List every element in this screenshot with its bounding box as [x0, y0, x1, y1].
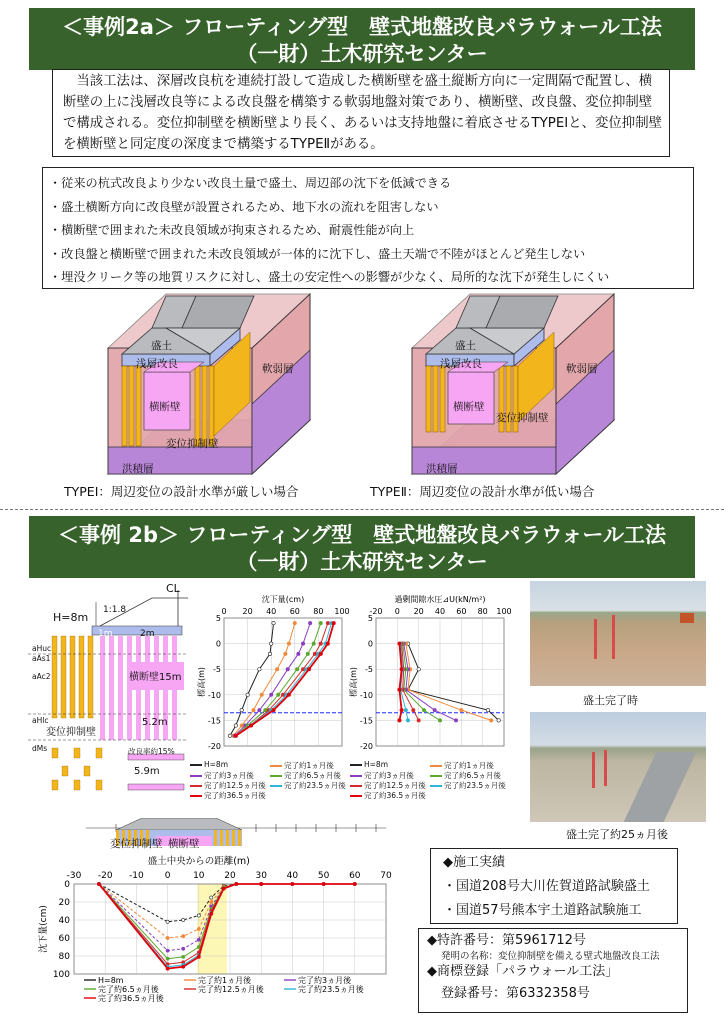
data-point — [235, 882, 238, 885]
feature-item: ・埋没クリーク等の地質リスクに対し、盛土の安定性への影響が少なく、局所的な沈下が発生しにくい — [49, 270, 610, 284]
data-point — [287, 693, 290, 696]
data-point — [322, 882, 325, 885]
feature-item: ・盛土横断方向に改良壁が設置されるため、地下水の流れを阻害しない — [49, 199, 439, 214]
x-tick-label: 60 — [289, 607, 300, 616]
layer-label: aHlc — [32, 716, 49, 725]
data-point — [406, 719, 409, 722]
legend-label: 完了約23.5ヵ月後 — [284, 781, 346, 790]
type2-dispwall-label: 変位抑制壁 — [496, 412, 549, 424]
section-a-title — [29, 8, 695, 70]
type2-diluvial-label: 洪積層 — [426, 463, 458, 475]
x-tick-label: 20 — [242, 607, 253, 616]
y-tick-label: -20 — [207, 742, 221, 751]
photo1-caption: 盛土完了時 — [583, 694, 638, 707]
type2-crosswall-label: 横断壁 — [453, 401, 485, 413]
data-point — [197, 938, 200, 941]
y-tick-label: 0 — [64, 880, 70, 890]
data-point — [281, 693, 284, 696]
y-axis-title: 標高(m) — [349, 666, 358, 698]
data-point — [460, 708, 463, 711]
x-tick-label: 40 — [286, 871, 299, 881]
legend-entry — [350, 760, 388, 769]
patent-name: 発明の名称：変位抑制壁を備える壁式地盤改良工法 — [441, 951, 660, 962]
legend-label: 完了約12.5ヵ月後 — [364, 781, 426, 790]
settlement-legend — [190, 760, 360, 804]
y-tick-label: 5 — [367, 614, 373, 623]
type1-dispwall-label: 変位抑制壁 — [166, 438, 219, 450]
data-point — [438, 719, 441, 722]
legend-entry — [190, 790, 266, 801]
data-point — [301, 642, 304, 645]
feature-item: ・従来の杭式改良より少ない改良土量で盛土、周辺部の沈下を低減できる — [49, 176, 452, 190]
data-point — [260, 882, 263, 885]
legend-label: 完了約36.5ヵ月後 — [204, 791, 266, 800]
data-point — [490, 719, 493, 722]
data-point — [272, 708, 275, 711]
depth-5-2-label: 5.2m — [142, 717, 168, 728]
data-point — [404, 708, 407, 711]
trademark-number: 登録番号：第6332358号 — [441, 986, 590, 1001]
data-point — [417, 719, 420, 722]
data-point — [166, 949, 169, 952]
pore-pressure-chart — [348, 588, 518, 758]
data-point — [270, 642, 273, 645]
y-tick-label: 40 — [58, 916, 70, 926]
y-axis-title: 沈下量(cm) — [39, 905, 49, 953]
data-point — [312, 642, 315, 645]
pore-legend — [350, 760, 526, 804]
data-point — [97, 882, 100, 885]
x-axis-title: 過剰間隙水圧⊿U(kN/m²) — [394, 595, 486, 604]
series-line — [408, 644, 499, 721]
width2-label: 2m — [140, 629, 155, 639]
y-tick-label: 100 — [52, 970, 70, 980]
x-tick-label: 40 — [434, 607, 446, 616]
data-point — [284, 652, 287, 655]
y-tick-label: 5 — [215, 614, 221, 623]
data-point — [332, 621, 335, 624]
legend-label: 完了約6.5ヵ月後 — [444, 771, 501, 780]
data-point — [197, 927, 200, 930]
cl-label: CL — [166, 582, 180, 595]
y-tick-label: -15 — [207, 716, 221, 726]
x-tick-label: 40 — [266, 607, 277, 616]
data-point — [234, 724, 237, 727]
data-point — [398, 642, 401, 645]
x-tick-label: 10 — [193, 871, 205, 881]
legend-label: 完了約3ヵ月後 — [364, 771, 414, 780]
photo2-caption: 盛土完了約25ヵ月後 — [566, 828, 668, 841]
legend-swatch — [350, 775, 362, 777]
slope-label: 1:1.8 — [103, 605, 127, 615]
x-tick-label: -20 — [97, 871, 113, 881]
legend-swatch — [430, 775, 442, 777]
results-box — [430, 848, 678, 924]
x-tick-label: -30 — [66, 871, 82, 881]
data-point — [326, 621, 329, 624]
y-tick-label: -15 — [359, 716, 373, 726]
legend-swatch — [350, 764, 362, 766]
section-b-title — [29, 516, 695, 578]
x-tick-label: 70 — [380, 871, 392, 881]
patent-number: ◆特許番号：第5961712号 — [427, 933, 586, 948]
photo-embankment-complete — [530, 581, 706, 686]
y-tick-label: -5 — [213, 665, 221, 675]
data-point — [417, 668, 420, 671]
section-a-title-line2: （一財）土木研究センター — [236, 42, 488, 66]
x-axis-title: 盛土中央からの距離(m) — [147, 856, 250, 867]
photo-after-25-months — [530, 712, 706, 822]
x-tick-label: 20 — [413, 607, 424, 616]
settlement-distance-chart — [36, 850, 412, 1010]
results-item: ・国道208号大川佐賀道路試験盛土 — [443, 879, 650, 894]
legend-label: 完了約1ヵ月後 — [198, 976, 252, 985]
legend-label: 完了約12.5ヵ月後 — [204, 781, 266, 790]
data-point — [412, 708, 415, 711]
layer-label: aAc2 — [32, 672, 51, 681]
plan-disp-wall-label: 変位抑制壁 — [110, 838, 163, 850]
x-tick-label: 100 — [496, 607, 512, 616]
data-point — [258, 708, 261, 711]
legend-swatch — [350, 785, 362, 787]
cross-wall-depth-label: 横断壁15m — [129, 672, 182, 683]
data-point — [326, 642, 329, 645]
data-point — [398, 688, 401, 691]
type1-diluvial-label: 洪積層 — [122, 463, 154, 475]
data-point — [182, 935, 185, 938]
data-point — [307, 668, 310, 671]
series-line — [236, 623, 328, 736]
data-point — [268, 652, 271, 655]
data-point — [222, 887, 225, 890]
x-tick-label: -10 — [129, 871, 144, 881]
x-tick-label: 100 — [334, 607, 350, 616]
x-tick-label: -20 — [369, 607, 383, 616]
type1-crosswall-label: 横断壁 — [149, 401, 181, 413]
data-point — [497, 719, 500, 722]
data-point — [306, 652, 309, 655]
data-point — [197, 914, 200, 917]
type2-caption: TYPEⅡ：周辺変位の設計水準が低い場合 — [370, 484, 595, 499]
feature-item: ・改良盤と横断壁で囲まれた未改良領域が一体的に沈下し、盛土天端で不陸がほとんど発生しない — [49, 246, 586, 261]
patent-box — [418, 928, 688, 1013]
data-point — [228, 734, 231, 737]
legend-swatch — [190, 795, 202, 797]
legend-swatch — [270, 775, 282, 777]
y-tick-label: 80 — [58, 952, 70, 962]
data-point — [166, 920, 169, 923]
legend-swatch — [430, 785, 442, 787]
legend-swatch — [190, 775, 202, 777]
legend-label: 完了約36.5ヵ月後 — [364, 791, 426, 800]
data-point — [422, 708, 425, 711]
data-point — [166, 967, 169, 970]
data-point — [353, 882, 356, 885]
legend-label: 完了約23.5ヵ月後 — [298, 985, 364, 994]
legend-entry — [270, 780, 346, 791]
data-point — [246, 693, 249, 696]
data-point — [291, 882, 294, 885]
depth-5-9-label: 5.9m — [134, 766, 160, 777]
data-point — [249, 724, 252, 727]
data-point — [234, 734, 237, 737]
legend-swatch — [270, 785, 282, 787]
section-b-title-line1: ＜事例 2b＞ フローティング型 壁式地盤改良パラウォール工法 — [58, 523, 666, 547]
type2-diagram — [404, 292, 636, 480]
data-point — [270, 693, 273, 696]
data-point — [252, 708, 255, 711]
legend-label: 完了約23.5ヵ月後 — [444, 781, 506, 790]
legend-label: H=8m — [364, 760, 389, 769]
data-point — [260, 693, 263, 696]
data-point — [210, 896, 213, 899]
series-line — [233, 623, 294, 736]
data-point — [272, 621, 275, 624]
data-point — [295, 668, 298, 671]
data-point — [275, 668, 278, 671]
data-point — [400, 708, 403, 711]
y-tick-label: -5 — [365, 665, 373, 675]
x-tick-label: 0 — [221, 607, 227, 616]
data-point — [308, 621, 311, 624]
data-point — [286, 668, 289, 671]
x-tick-label: 0 — [394, 607, 400, 616]
legend-label: 完了約3ヵ月後 — [204, 771, 254, 780]
data-point — [398, 719, 401, 722]
height-label: H=8m — [53, 611, 89, 624]
legend-label: 完了約36.5ヵ月後 — [98, 994, 164, 1003]
data-point — [182, 918, 185, 921]
intro-box — [52, 69, 670, 157]
data-point — [400, 668, 403, 671]
y-tick-label: 20 — [58, 898, 70, 908]
legend-swatch — [350, 795, 362, 797]
legend-label: 完了約6.5ヵ月後 — [98, 985, 159, 994]
layer-label: aAs1 — [32, 654, 51, 663]
data-point — [313, 652, 316, 655]
type1-embankment-label: 盛土 — [151, 340, 172, 352]
data-point — [182, 947, 185, 950]
data-point — [264, 708, 267, 711]
plan-cross-wall-label: 横断壁 — [168, 838, 200, 850]
y-tick-label: -10 — [359, 690, 373, 700]
type1-shallow-label: 浅層改良 — [136, 358, 178, 370]
legend-label: 完了約6.5ヵ月後 — [284, 771, 341, 780]
data-point — [293, 621, 296, 624]
type2-soft-label: 軟弱層 — [566, 363, 598, 375]
layer-label: aHuc — [32, 644, 52, 653]
legend-label: 完了約1ヵ月後 — [284, 761, 334, 770]
results-item: ・国道57号熊本宇土道路試験施工 — [443, 903, 642, 918]
x-tick-label: 80 — [313, 607, 324, 616]
legend-entry — [350, 790, 426, 801]
legend-entry — [430, 780, 506, 791]
legend-label: H=8m — [98, 976, 124, 985]
trademark-line: ◆商標登録「パラウォール工法」 — [427, 964, 619, 979]
x-tick-label: 60 — [349, 871, 361, 881]
legend-swatch — [270, 765, 282, 767]
data-point — [166, 957, 169, 960]
settlement-depth-chart — [196, 588, 356, 758]
data-point — [210, 900, 213, 903]
legend-label: 完了約1ヵ月後 — [444, 761, 494, 770]
section-a-title-line1: ＜事例2a＞ フローティング型 壁式地盤改良パラウォール工法 — [62, 15, 662, 39]
data-point — [182, 955, 185, 958]
series-line — [236, 623, 332, 736]
y-tick-label: -10 — [207, 690, 221, 700]
data-point — [319, 652, 322, 655]
data-point — [240, 708, 243, 711]
results-title: ◆施工実績 — [443, 855, 505, 870]
legend-label: H=8m — [204, 760, 229, 769]
legend-swatch — [430, 765, 442, 767]
x-tick-label: 20 — [224, 871, 236, 881]
legend-swatch — [190, 764, 202, 766]
data-point — [182, 965, 185, 968]
data-point — [301, 668, 304, 671]
type2-shallow-label: 浅層改良 — [440, 358, 482, 370]
layer-label: dMs — [32, 744, 48, 753]
y-tick-label: 0 — [367, 639, 373, 649]
data-point — [319, 642, 322, 645]
section-divider — [0, 509, 724, 510]
legend-swatch — [190, 785, 202, 787]
x-tick-label: 80 — [477, 607, 488, 616]
feature-list — [42, 167, 694, 289]
data-point — [287, 642, 290, 645]
x-tick-label: 50 — [317, 871, 330, 881]
section-b-title-line2: （一財）土木研究センター — [236, 550, 488, 574]
data-point — [319, 621, 322, 624]
x-tick-label: 30 — [255, 871, 267, 881]
intro-text: 当該工法は、深層改良杭を連続打設して造成した横断壁を盛土縦断方向に一定間隔で配置し、横断壁の上に浅層改良等による改良盤を構築する軟弱地盤対策であり、横断壁、改良盤、変位抑制壁で構成される。変位抑制壁を横断壁より長く、あるいは支持地盤に着底させるTYPEⅠと、変位抑制壁を横断壁と同定度の深度まで構築するTYPEⅡがある。 — [63, 74, 662, 152]
type1-caption: TYPEⅠ：周辺変位の設計水準が厳しい場合 — [64, 484, 299, 499]
data-point — [240, 724, 243, 727]
y-tick-label: 0 — [215, 639, 221, 649]
type1-diagram — [100, 292, 332, 480]
legend-label: 完了約3ヵ月後 — [298, 976, 352, 985]
y-axis-title: 標高(m) — [197, 666, 206, 698]
data-point — [258, 668, 261, 671]
data-point — [166, 936, 169, 939]
type1-soft-label: 軟弱層 — [262, 363, 294, 375]
data-point — [277, 693, 280, 696]
y-tick-label: 60 — [58, 934, 70, 944]
y-tick-label: -20 — [359, 742, 373, 751]
series-line — [236, 623, 321, 736]
x-tick-label: 0 — [164, 871, 171, 881]
feature-item: ・横断壁で囲まれた未改良領域が拘束されるため、耐震性能が向上 — [49, 223, 415, 237]
data-point — [433, 708, 436, 711]
width1-label: 1m — [98, 629, 113, 639]
ratio-label: 改良率約15% — [128, 747, 175, 756]
data-point — [454, 719, 457, 722]
disp-wall-label: 変位抑制壁 — [46, 727, 96, 738]
type2-embankment-label: 盛土 — [455, 340, 476, 352]
data-point — [297, 652, 300, 655]
legend-label: 完了約12.5ヵ月後 — [198, 985, 264, 994]
x-tick-label: 60 — [456, 607, 467, 616]
legend-entry — [190, 760, 228, 769]
series-line — [236, 623, 334, 736]
data-point — [210, 912, 213, 915]
data-point — [197, 955, 200, 958]
x-axis-title: 沈下量(cm) — [261, 595, 305, 604]
data-point — [486, 708, 489, 711]
